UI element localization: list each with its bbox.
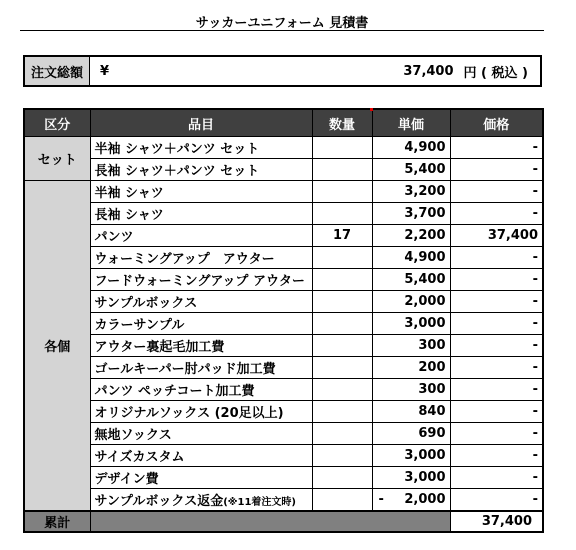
title-divider: [20, 30, 544, 31]
header-quantity: 数量: [312, 109, 372, 137]
quantity-cell[interactable]: [312, 335, 372, 357]
unit-price-cell: 4,900: [372, 137, 450, 159]
quantity-cell[interactable]: [312, 423, 372, 445]
table-row: [24, 357, 543, 379]
refund-amount: 2,000: [404, 492, 446, 507]
price-cell: -: [450, 181, 543, 203]
item-name[interactable]: オリジナルソックス (20足以上): [90, 401, 312, 423]
order-total-label: 注文総額: [25, 57, 90, 85]
quantity-cell[interactable]: [312, 489, 372, 512]
unit-price-cell: 300: [372, 335, 450, 357]
quantity-cell[interactable]: [312, 445, 372, 467]
unit-price-cell: 3,200: [372, 181, 450, 203]
unit-price-cell: 690: [372, 423, 450, 445]
price-cell: -: [450, 379, 543, 401]
sum-label: 累計: [24, 511, 90, 532]
table-row: [24, 159, 543, 181]
sum-row: [24, 511, 543, 532]
item-name[interactable]: [90, 489, 312, 512]
order-total-unit: 円 ( 税込 ): [463, 65, 528, 81]
item-name[interactable]: 長袖 シャツ: [90, 203, 312, 225]
refund-item-label: サンプルボックス返金: [94, 494, 224, 509]
table-row: [24, 269, 543, 291]
price-cell: -: [450, 445, 543, 467]
negative-sign: -: [378, 492, 384, 507]
table-row: [24, 225, 543, 247]
unit-price-cell: [372, 489, 450, 512]
price-cell: -: [450, 313, 543, 335]
header-unit-price: 単価: [372, 109, 450, 137]
item-name[interactable]: 半袖 シャツ: [90, 181, 312, 203]
table-row: [24, 181, 543, 203]
unit-price-cell: 2,000: [372, 291, 450, 313]
header-price: 価格: [450, 109, 543, 137]
item-name[interactable]: アウター裏起毛加工費: [90, 335, 312, 357]
item-name[interactable]: フードウォーミングアップ アウター: [90, 269, 312, 291]
item-name[interactable]: 長袖 シャツ＋パンツ セット: [90, 159, 312, 181]
unit-price-cell: 3,000: [372, 313, 450, 335]
table-row: [24, 313, 543, 335]
unit-price-cell: 2,200: [372, 225, 450, 247]
sum-filler: [90, 511, 450, 532]
table-row: [24, 401, 543, 423]
item-name[interactable]: 半袖 シャツ＋パンツ セット: [90, 137, 312, 159]
unit-price-cell: 3,000: [372, 467, 450, 489]
table-row: [24, 489, 543, 512]
price-cell: -: [450, 335, 543, 357]
quantity-cell[interactable]: [312, 137, 372, 159]
unit-price-cell: 4,900: [372, 247, 450, 269]
header-item: 品目: [90, 109, 312, 137]
quantity-cell[interactable]: [312, 159, 372, 181]
quantity-cell[interactable]: 17: [312, 225, 372, 247]
header-category: 区分: [24, 109, 90, 137]
item-name[interactable]: サンプルボックス: [90, 291, 312, 313]
price-cell: -: [450, 159, 543, 181]
item-name[interactable]: ゴールキーパー肘パッド加工費: [90, 357, 312, 379]
unit-price-cell: 3,700: [372, 203, 450, 225]
quantity-cell[interactable]: [312, 357, 372, 379]
quantity-cell[interactable]: [312, 247, 372, 269]
quantity-cell[interactable]: [312, 203, 372, 225]
table-row: [24, 247, 543, 269]
item-name[interactable]: 無地ソックス: [90, 423, 312, 445]
price-cell: -: [450, 247, 543, 269]
item-name[interactable]: パンツ: [90, 225, 312, 247]
quantity-cell[interactable]: [312, 401, 372, 423]
cell-comment-marker: [370, 108, 373, 111]
refund-note: (※11着注文時): [223, 497, 296, 508]
yen-symbol: ¥: [100, 63, 110, 79]
item-name[interactable]: ウォーミングアップ アウター: [90, 247, 312, 269]
table-row: [24, 203, 543, 225]
table-row: [24, 423, 543, 445]
table-row: [24, 137, 543, 159]
quantity-cell[interactable]: [312, 467, 372, 489]
table-header-row: [24, 109, 543, 137]
price-cell: -: [450, 401, 543, 423]
estimate-table: [23, 108, 544, 533]
quantity-cell[interactable]: [312, 379, 372, 401]
unit-price-cell: 5,400: [372, 269, 450, 291]
unit-price-cell: 3,000: [372, 445, 450, 467]
unit-price-cell: 5,400: [372, 159, 450, 181]
category-each: 各個: [24, 181, 90, 512]
item-name[interactable]: カラーサンプル: [90, 313, 312, 335]
quantity-cell[interactable]: [312, 313, 372, 335]
item-name[interactable]: デザイン費: [90, 467, 312, 489]
table-row: [24, 291, 543, 313]
unit-price-cell: 200: [372, 357, 450, 379]
unit-price-cell: 300: [372, 379, 450, 401]
sum-value: 37,400: [450, 511, 543, 532]
price-cell: -: [450, 203, 543, 225]
price-cell: -: [450, 291, 543, 313]
price-cell: -: [450, 467, 543, 489]
page-title: サッカーユニフォーム 見積書: [195, 16, 369, 31]
item-name[interactable]: パンツ ペッチコート加工費: [90, 379, 312, 401]
table-row: [24, 379, 543, 401]
price-cell: -: [450, 137, 543, 159]
table-row: [24, 445, 543, 467]
quantity-cell[interactable]: [312, 269, 372, 291]
category-set: セット: [24, 137, 90, 181]
order-total-amount: 37,400: [403, 63, 454, 79]
item-name[interactable]: サイズカスタム: [90, 445, 312, 467]
price-cell: -: [450, 269, 543, 291]
price-cell: -: [450, 489, 543, 512]
order-total-box: [23, 55, 542, 87]
price-cell: 37,400: [450, 225, 543, 247]
quantity-cell[interactable]: [312, 291, 372, 313]
table-row: [24, 335, 543, 357]
unit-price-cell: 840: [372, 401, 450, 423]
price-cell: -: [450, 423, 543, 445]
table-row: [24, 467, 543, 489]
price-cell: -: [450, 357, 543, 379]
quantity-cell[interactable]: [312, 181, 372, 203]
